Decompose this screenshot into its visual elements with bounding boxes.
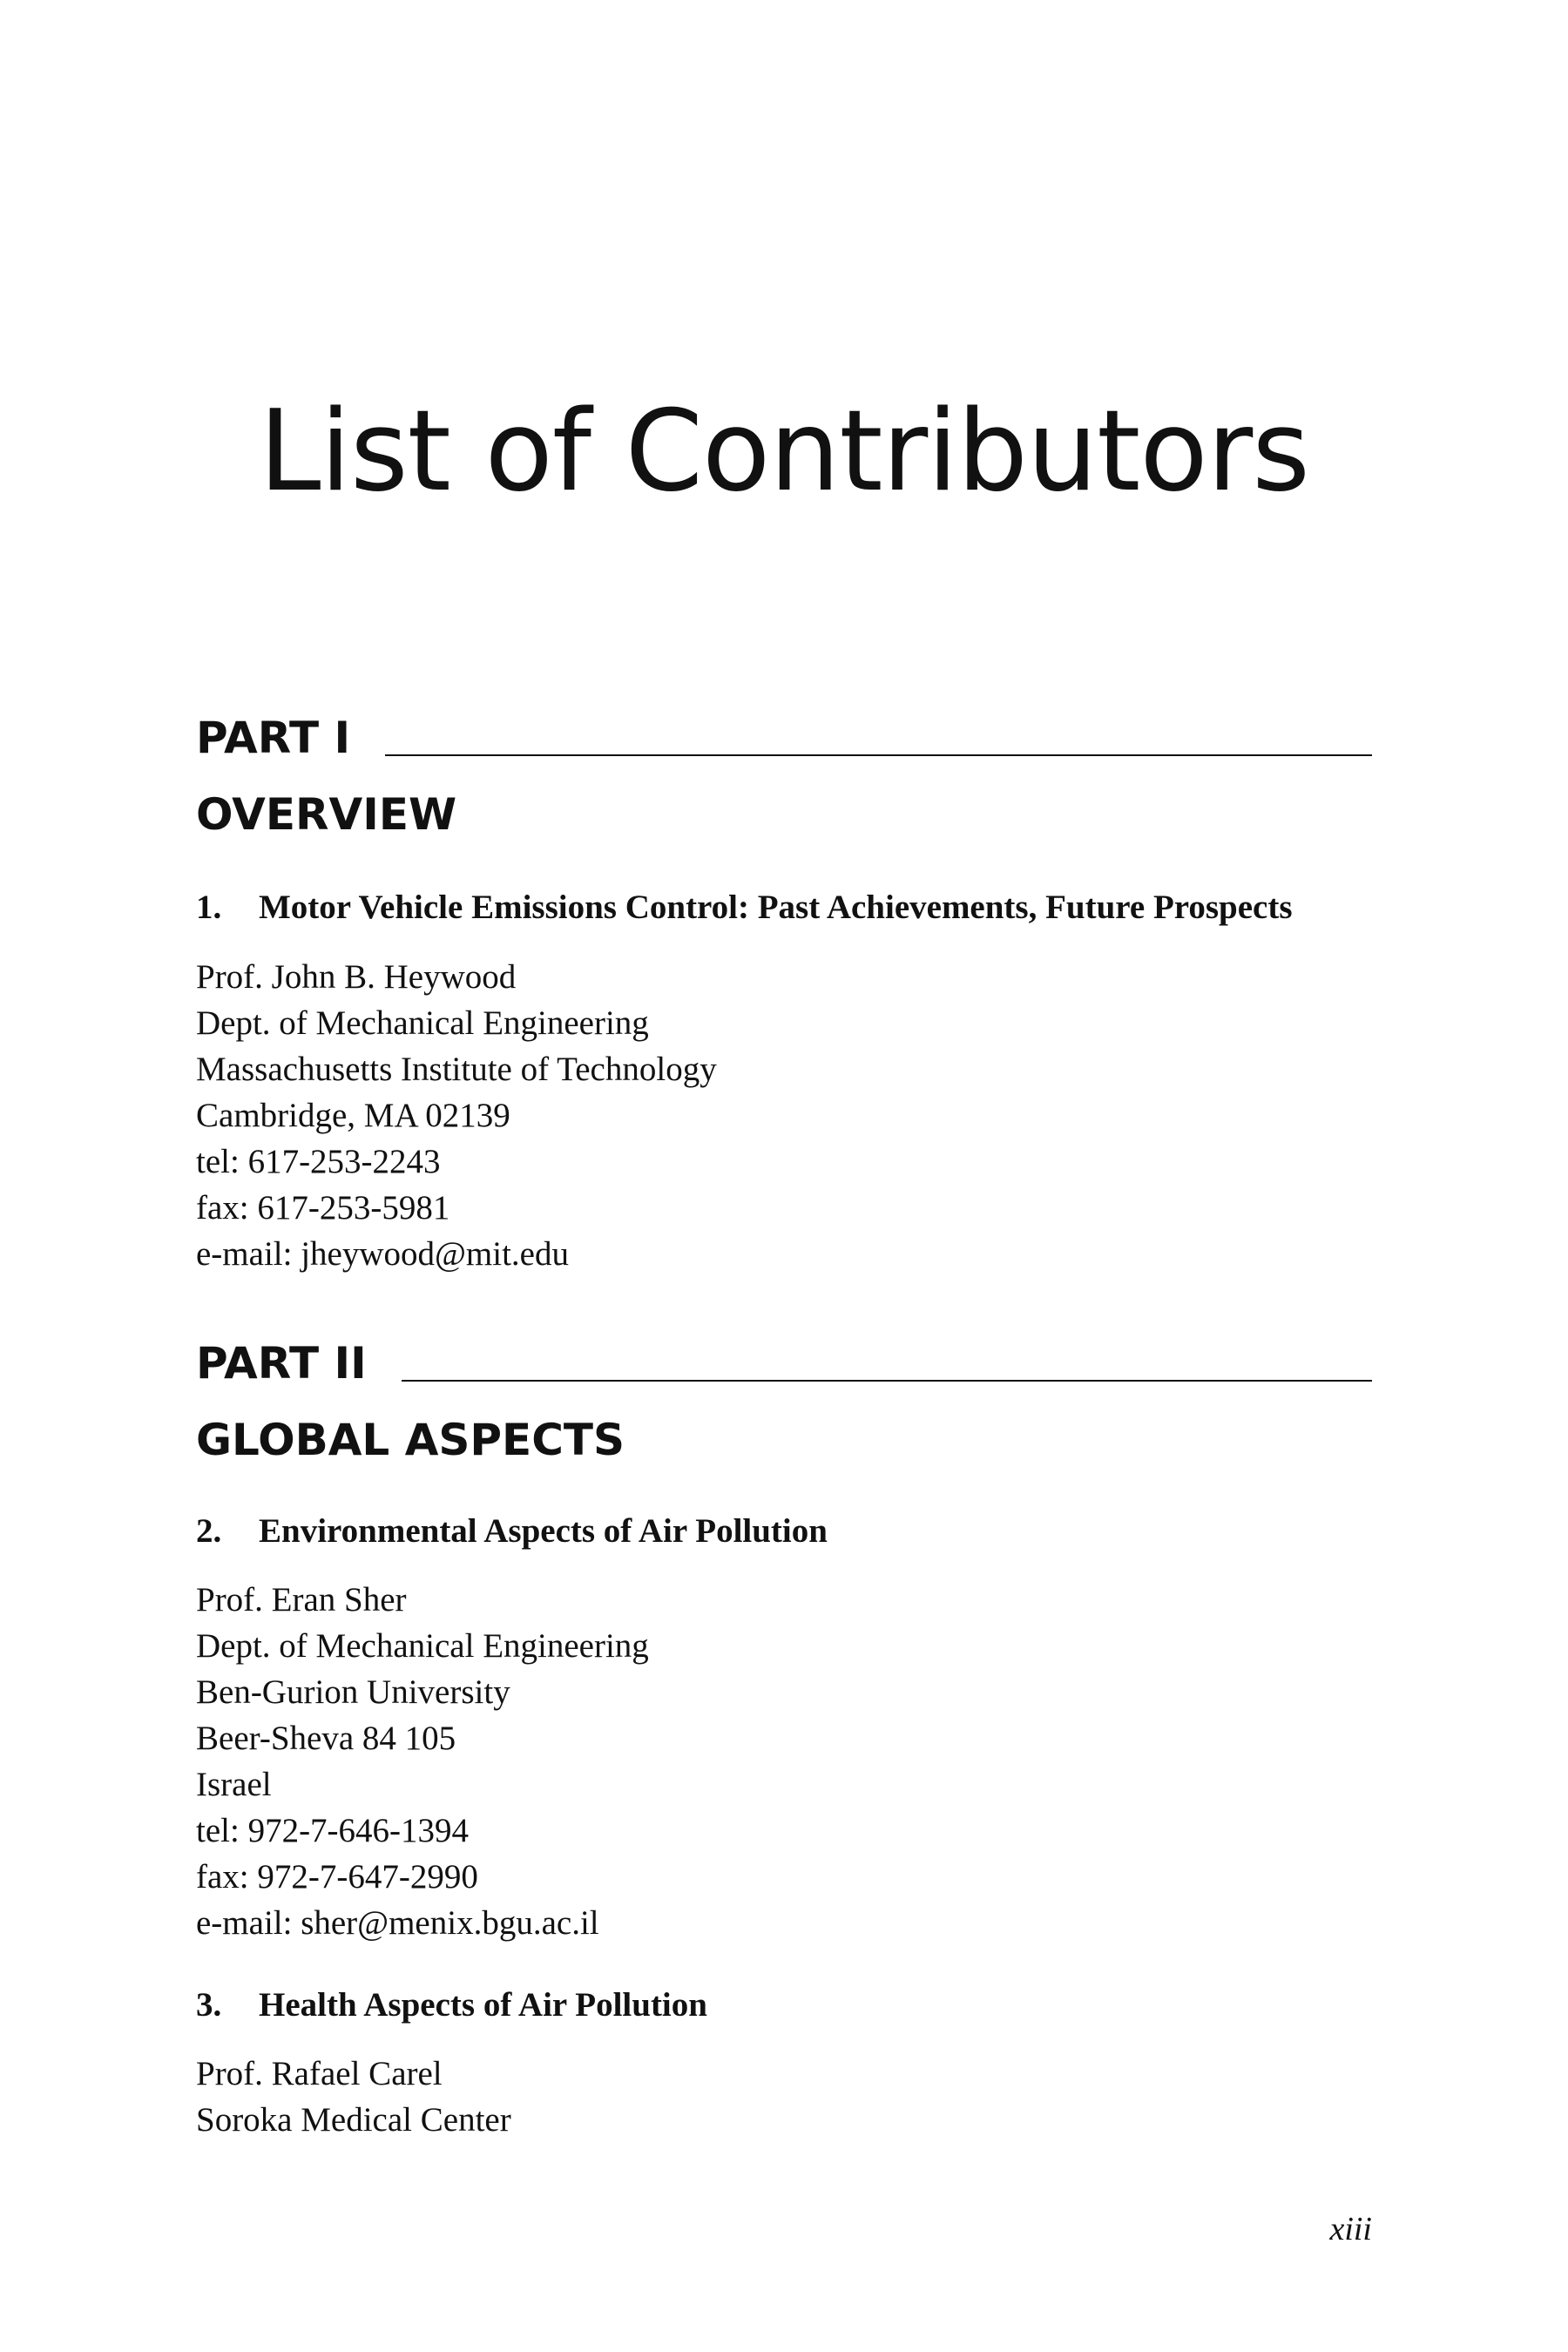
contributor-name: Prof. John B. Heywood [196,958,517,996]
contributor-department: Dept. of Mechanical Engineering [196,1004,649,1042]
page-number: xiii [1329,2211,1372,2247]
part-heading-1 [196,713,1372,763]
contributor-address-3 [196,2051,511,2143]
contributor-tel: tel: 617-253-2243 [196,1143,441,1180]
contributor-email: e-mail: sher@menix.bgu.ac.il [196,1904,599,1942]
contributor-address-2 [196,1577,649,1946]
contributor-department: Dept. of Mechanical Engineering [196,1627,649,1665]
chapter-heading-3 [196,1988,1372,2022]
contributor-name: Prof. Rafael Carel [196,2055,443,2092]
contributor-institution: Soroka Medical Center [196,2101,511,2139]
contributor-address-1 [196,954,717,1277]
chapter-title: Environmental Aspects of Air Pollution [259,1512,828,1550]
chapter-number: 2. [196,1512,222,1550]
chapter-heading-2 [196,1514,1372,1548]
chapter-number: 3. [196,1986,222,2024]
part-label: PART II [196,1338,367,1389]
page-title: List of Contributors [259,387,1309,517]
contributor-tel: tel: 972-7-646-1394 [196,1812,470,1849]
contributor-name: Prof. Eran Sher [196,1581,407,1619]
chapter-title: Health Aspects of Air Pollution [259,1986,707,2024]
part-heading-2 [196,1338,1372,1389]
part-rule-divider [385,754,1372,756]
contributor-country: Israel [196,1766,272,1803]
chapter-title: Motor Vehicle Emissions Control: Past Achievements, Future Prospects [259,889,1293,926]
contributor-city: Cambridge, MA 02139 [196,1097,510,1134]
contributor-fax: fax: 972-7-647-2990 [196,1858,478,1896]
contributor-institution: Massachusetts Institute of Technology [196,1051,717,1088]
contributor-email: e-mail: jheywood@mit.edu [196,1235,569,1273]
part-title-global-aspects: GLOBAL ASPECTS [196,1415,625,1465]
part-label: PART I [196,713,351,763]
part-rule-divider [402,1380,1372,1382]
part-title-overview: OVERVIEW [196,789,457,840]
contributor-city: Beer-Sheva 84 105 [196,1720,456,1757]
contributor-institution: Ben-Gurion University [196,1673,510,1711]
chapter-heading-1 [196,890,1372,924]
chapter-number: 1. [196,889,222,926]
contributor-fax: fax: 617-253-5981 [196,1189,450,1227]
